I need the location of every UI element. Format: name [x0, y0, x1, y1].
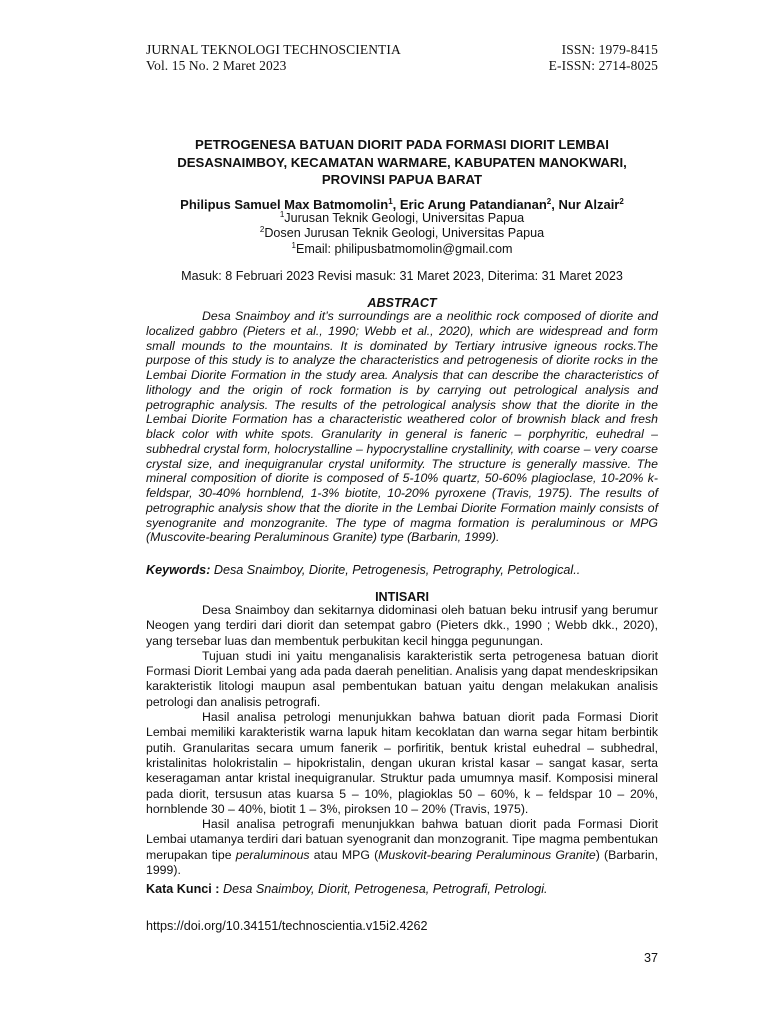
affiliation-1-text: Jurusan Teknik Geologi, Universitas Papua	[284, 211, 525, 225]
p4-part-c: atau MPG (	[309, 847, 379, 862]
paper-title	[146, 136, 658, 189]
contact-email	[146, 242, 658, 257]
kata-kunci-label: Kata Kunci :	[146, 882, 220, 896]
doi-link[interactable]: https://doi.org/10.34151/technoscientia.v15i2.4262	[146, 919, 428, 933]
keywords-label: Keywords:	[146, 563, 211, 577]
intisari-text	[146, 603, 658, 878]
keywords-text: Desa Snaimboy, Diorite, Petrogenesis, Petrography, Petrological..	[210, 563, 581, 577]
author-1-sup: 1	[388, 197, 393, 206]
abstract-text: Desa Snaimboy and it’s surroundings are a neolithic rock composed of diorite and localized gabbro (Pieters et al., 1990; Webb et al., 2020), which are widespread and form small mounds to the mountains. It is dominated by Tertiary intrusive igneous rocks.The purpose of this study is to analyze the characteristics and petrogenesis of diorite rocks in the Lembai Diorite Formation in the study area. Analysis that can describe the characteristics of lithology and the origin of rock formation is by carrying out petrological analysis and petrographic analysis. The results of the petrological analysis show that the diorite in the Lembai Diorite Formation has a characteristic weathered color of brownish black and fresh black color with white spots. Granularity in general is faneric – porphyritic, euhedral – subhedral crystal form, holocrystalline – hypocrystalline crystallinity, with coarse – very coarse crystal size, and inequigranular crystal uniformity. The structure is generally massive. The mineral composition of diorite is composed of 5-10% quartz, 50-60% plagioclase, 10-20% k-feldspar, 30-40% hornblend, 1-3% biotite, 10-20% pyroxene (Travis, 1975). The results of petrographic analysis show that the diorite in the Lembai Diorite Formation mainly consists of syenogranite and monzogranite. The type of magma formation is peraluminous or MPG (Muscovite-bearing Peraluminous Granite) type (Barbarin, 1999).	[146, 309, 658, 545]
affiliation-2-sup: 2	[259, 225, 265, 235]
title-line-2: DESASNAIMBOY, KECAMATAN WARMARE, KABUPATEN MANOKWARI,	[177, 154, 627, 170]
affiliation-1	[146, 211, 658, 226]
p4-part-d: Muskovit-bearing Peraluminous Granite	[378, 847, 596, 862]
email-sup: 1	[291, 240, 296, 250]
eissn: E-ISSN: 2714-8025	[548, 58, 658, 73]
abstract-heading: ABSTRACT	[367, 296, 437, 310]
affiliation-2-text: Dosen Jurusan Teknik Geologi, Universitas Papua	[264, 226, 545, 241]
author-3-sup: 2	[619, 197, 624, 206]
submission-dates: Masuk: 8 Februari 2023 Revisi masuk: 31 Maret 2023, Diterima: 31 Maret 2023	[181, 269, 623, 283]
p4-part-b: peraluminous	[235, 847, 310, 862]
kata-kunci	[146, 881, 658, 897]
issn: ISSN: 1979-8415	[561, 42, 658, 57]
title-line-3: PROVINSI PAPUA BARAT	[321, 172, 483, 187]
author-2: , Eric Arung Patandianan	[392, 197, 547, 212]
p4-part-a: Hasil analisa petrografi menunjukkan bahwa batuan diorit pada Formasi Diorit Lembai utamanya terdiri dari batuan syenogranit dan monzogranit. Tipe magma pembentukan merupakan tipe	[146, 817, 658, 862]
affiliation-1-sup: 1	[279, 210, 285, 219]
keywords	[146, 562, 658, 578]
page-number: 37	[643, 951, 658, 965]
affiliation-2	[146, 226, 658, 241]
author-2-sup: 2	[546, 197, 552, 206]
kata-kunci-text: Desa Snaimboy, Diorit, Petrogenesa, Petrografi, Petrologi.	[219, 882, 548, 896]
email-text: Email: philipusbatmomolin@gmail.com	[295, 241, 513, 256]
intisari-paragraph-4	[146, 817, 658, 878]
intisari-heading: INTISARI	[375, 590, 429, 604]
intisari-paragraph-2: Tujuan studi ini yaitu menganalisis karakteristik serta petrogenesa batuan diorit Formasi Diorit Lembai yang ada pada daerah penelitian. Analisis yang dapat mendeskripsikan karakteristik litologi maupun asal pembentukan batuan yaitu dengan melakukan analisis petrologi dan analisis petrografi.	[146, 648, 658, 709]
title-line-1: PETROGENESA BATUAN DIORIT PADA FORMASI DIORIT LEMBAI	[195, 137, 609, 152]
author-1: Philipus Samuel Max Batmomolin	[180, 197, 389, 212]
intisari-paragraph-3: Hasil analisa petrologi menunjukkan bahwa batuan diorit pada Formasi Diorit Lembai memiliki karakteristik warna lapuk hitam kecoklatan dan warna segar hitam berbintik putih. Granularitas secara umum fanerik – porfiritik, bentuk kristal euhedral – subhedral, kristalinitas holokristalin – hipokristalin, dengan ukuran kristal kasar – sangat kasar, serta keseragaman antar kristal inequigranular. Struktur pada umumnya masif. Komposisi mineral pada diorit, tersusun atas kuarsa 5 – 10%, plagioklas 50 – 60%, k – feldspar 10 – 20%, hornblende 30 – 40%, biotit 1 – 3%, piroksen 10 – 20% (Travis, 1975).	[146, 710, 658, 816]
volume-info: Vol. 15 No. 2 Maret 2023	[146, 58, 287, 73]
intisari-paragraph-1: Desa Snaimboy dan sekitarnya didominasi oleh batuan beku intrusif yang berumur Neogen yang terdiri dari diorit dan setempat gabro (Pieters dkk., 1990 ; Webb dkk., 2020), yang tersebar luas dan membentuk perbukitan kecil hingga pegunungan.	[146, 603, 658, 648]
p4-part-e: ) (Barbarin, 1999).	[146, 847, 658, 878]
affiliations	[146, 211, 658, 257]
author-3: , Nur Alzair	[551, 197, 620, 212]
journal-header	[146, 42, 658, 74]
journal-name: JURNAL TEKNOLOGI TECHNOSCIENTIA	[146, 42, 401, 57]
